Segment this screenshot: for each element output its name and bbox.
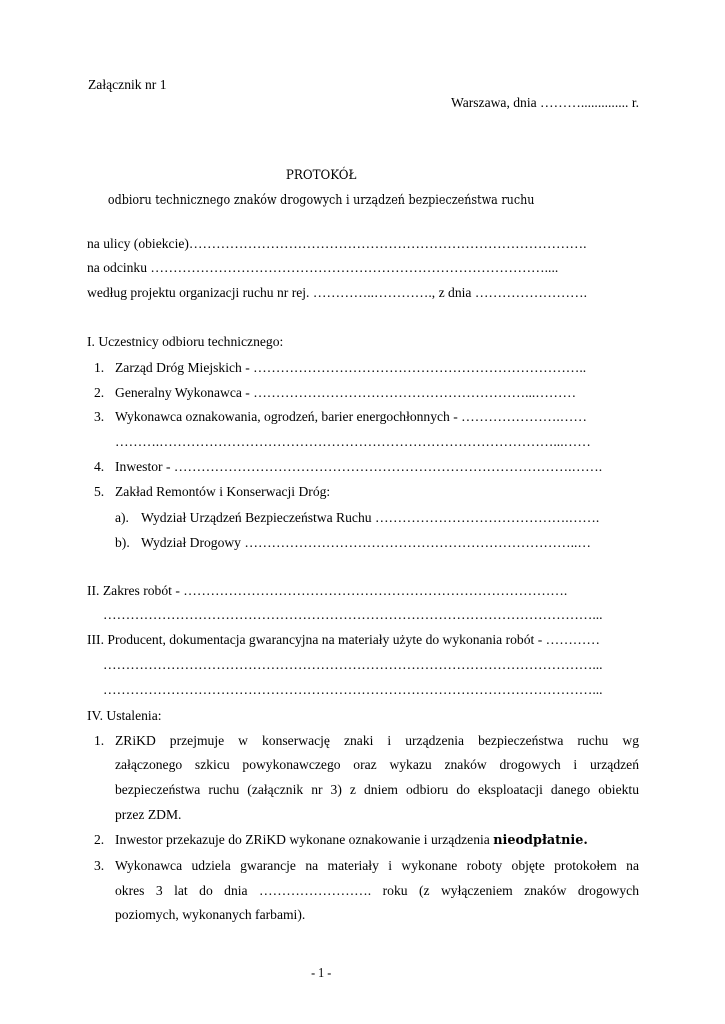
section1-heading: I. Uczestnicy odbioru technicznego: [87,334,284,349]
paragraph-line: Wykonawca udziela gwarancje na materiały i wykonane roboty objęte protokołem na [115,858,639,873]
list-item: Zakład Remontów i Konserwacji Dróg: [115,484,331,499]
section3-line: ………………………………………………………………………………………………... [103,682,603,697]
street-field: na ulicy (obiekcie)……………………………………………………………………………. [87,236,587,251]
list-item: Zarząd Dróg Miejskich - ……………………………………………………………….. [115,360,587,375]
list-item-number: 2. [94,832,105,847]
list-item-number: 1. [94,360,105,375]
list-item-number: 3. [94,858,105,873]
document-title: PROTOKÓŁ [285,168,357,183]
sub-item: Wydział Urządzeń Bezpieczeństwa Ruchu …………………………………….……. [141,510,600,525]
sub-item: Wydział Drogowy ………………………………………………………………..… [141,535,592,550]
list-item-number: 1. [94,733,105,748]
list-item-number: 3. [94,409,105,424]
paragraph-line [115,833,588,848]
section-field: na odcinku …………………………………………………………………………….... [87,260,559,275]
list-item-number: 2. [94,385,105,400]
paragraph-line: ZRiKD przejmuje w konserwację znaki i urządzenia bezpieczeństwa ruchu wg [115,733,639,748]
item2-text: Inwestor przekazuje do ZRiKD wykonane oznakowanie i urządzenia [115,832,494,847]
list-item: Inwestor - …………………………………………………………………………….……. [115,459,603,474]
sub-item-number: a). [115,510,129,525]
paragraph-line: przez ZDM. [115,807,182,822]
project-field: według projektu organizacji ruchu nr rej. …………..…………., z dnia ……………………. [87,285,587,300]
free-of-charge-emphasis: nieodpłatnie. [493,833,588,848]
paragraph-line: poziomych, wykonanych farbami). [115,907,306,922]
section3-line: ………………………………………………………………………………………………... [103,657,603,672]
section4-heading: IV. Ustalenia: [87,708,162,723]
list-item: Generalny Wykonawca - ……………………………………………………...……… [115,385,577,400]
paragraph-line: załączonego szkicu powykonawczego oraz wykazu znaków drogowych i urządzeń [115,757,639,772]
document-subtitle: odbioru technicznego znaków drogowych i urządzeń bezpieczeństwa ruchu [107,192,535,207]
paragraph-line: okres 3 lat do dnia ……………………. roku (z wyłączeniem znaków drogowych [115,883,639,898]
place-date: Warszawa, dnia ……….............. r. [450,95,639,110]
section2-heading: II. Zakres robót - …………………………………………………………………………. [87,583,568,598]
page-number: - 1 - [311,965,332,980]
list-item-continuation: ……….……………………………………………………………………………...…… [115,434,591,449]
section3-heading: III. Producent, dokumentacja gwarancyjna na materiały użyte do wykonania robót - ………… [87,632,600,647]
section2-line: ………………………………………………………………………………………………... [103,607,603,622]
paragraph-line: bezpieczeństwa ruchu (załącznik nr 3) z dniem odbioru do eksploatacji danego obiektu [115,782,639,797]
list-item-number: 4. [94,459,105,474]
sub-item-number: b). [115,535,130,550]
list-item-number: 5. [94,484,105,499]
attachment-label: Załącznik nr 1 [88,77,167,92]
list-item: Wykonawca oznakowania, ogrodzeń, barier energochłonnych - ………………….…… [115,409,587,424]
